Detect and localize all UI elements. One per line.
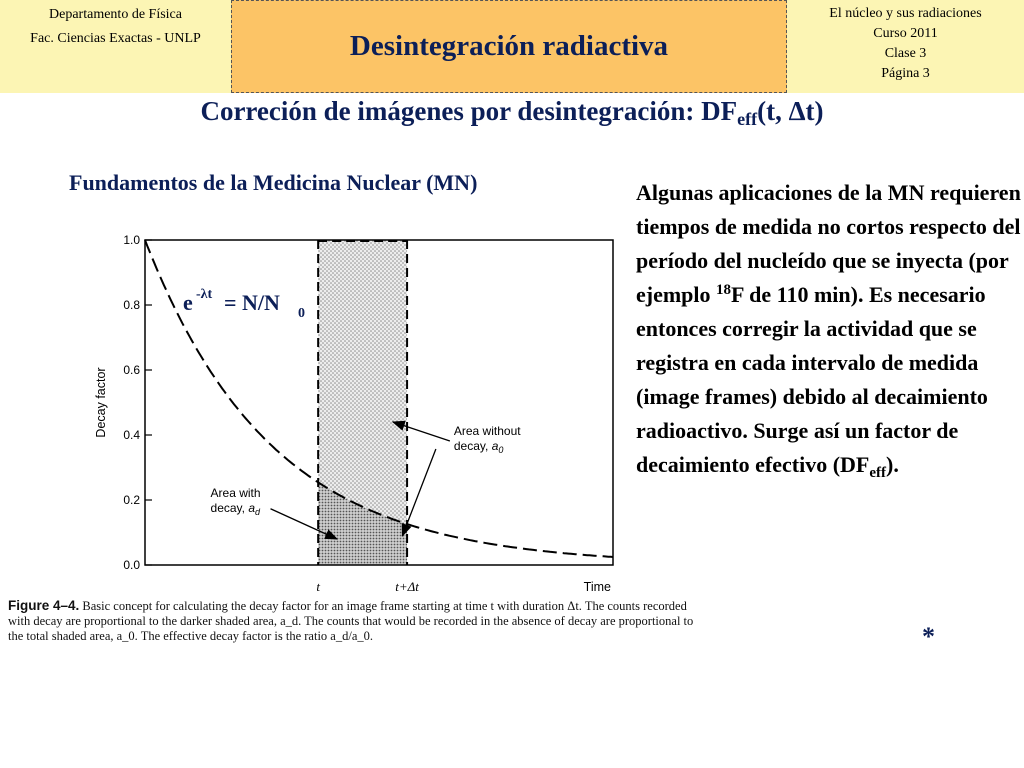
page-title-tail: (t, Δt) (757, 96, 824, 126)
x-marker-label-0: t (316, 579, 320, 594)
y-tick-label: 0.4 (123, 428, 140, 442)
asterisk-link[interactable]: * (922, 622, 935, 651)
class-number: Clase 3 (884, 45, 927, 61)
x-axis-label: Time (583, 580, 611, 594)
isotope-mass-number: 18 (716, 282, 732, 298)
figure-caption (8, 598, 698, 644)
faculty-name: Fac. Ciencias Exactas - UNLP (30, 30, 201, 46)
page-title-subscript: eff (737, 109, 758, 129)
annotation-label2-1: decay, $a_0$ (453, 439, 504, 455)
y-tick-label: 0.2 (123, 493, 140, 507)
equation-exponent: -λt (196, 287, 213, 302)
y-tick-label: 0.6 (123, 363, 140, 377)
annotation-label2-0: decay, $a_d$ (210, 500, 261, 517)
annotation-label-1: Area without (453, 424, 521, 438)
annotation-label-0: Area with (210, 485, 261, 500)
page-title-main: Correción de imágenes por desintegración: DF (200, 96, 738, 126)
equation-base: e (183, 290, 193, 315)
figure-label: Figure 4–4. (8, 598, 80, 613)
x-marker-label-1: t+Δt (395, 579, 419, 594)
page-number: Página 3 (881, 65, 930, 81)
explanation-eff-subscript: eff (869, 465, 887, 481)
section-subtitle: Fundamentos de la Medicina Nuclear (MN) (69, 170, 478, 195)
figure-caption-text: Basic concept for calculating the decay factor for an image frame starting at time t with duration Δt. The counts recorded with decay are proportional to the darker shaded area, a_d. The counts that would be recorded in the absence of decay are proportional to the total shaded area, a_0. The effective decay factor is the ratio a_d/a_0. (8, 599, 694, 643)
y-tick-label: 1.0 (123, 233, 140, 247)
course-year: Curso 2011 (873, 25, 938, 41)
explanation-part-3: ). (886, 452, 899, 477)
header-title: Desintegración radiactiva (349, 30, 669, 62)
equation-rhs: = N/N (224, 290, 280, 315)
y-tick-label: 0.8 (123, 298, 140, 312)
equation-rhs-subscript: 0 (298, 306, 305, 321)
y-axis-label: Decay factor (94, 367, 108, 438)
explanation-part-1: Algunas aplicaciones de la MN requieren tiempos de medida no cortos respecto del período del nucleído que se inyecta (por ejemplo (636, 180, 1021, 307)
y-tick-label: 0.0 (123, 558, 140, 572)
explanation-part-2: F de 110 min). Es necesario entonces corregir la actividad que se registra en cada intervalo de medida (image frames) debido al decaimiento radioactivo. Surge así un factor de decaimiento efectivo (DF (636, 282, 988, 477)
course-topic: El núcleo y sus radiaciones (829, 6, 982, 21)
explanation-text (636, 176, 1021, 482)
department-name: Departamento de Física (49, 7, 182, 22)
